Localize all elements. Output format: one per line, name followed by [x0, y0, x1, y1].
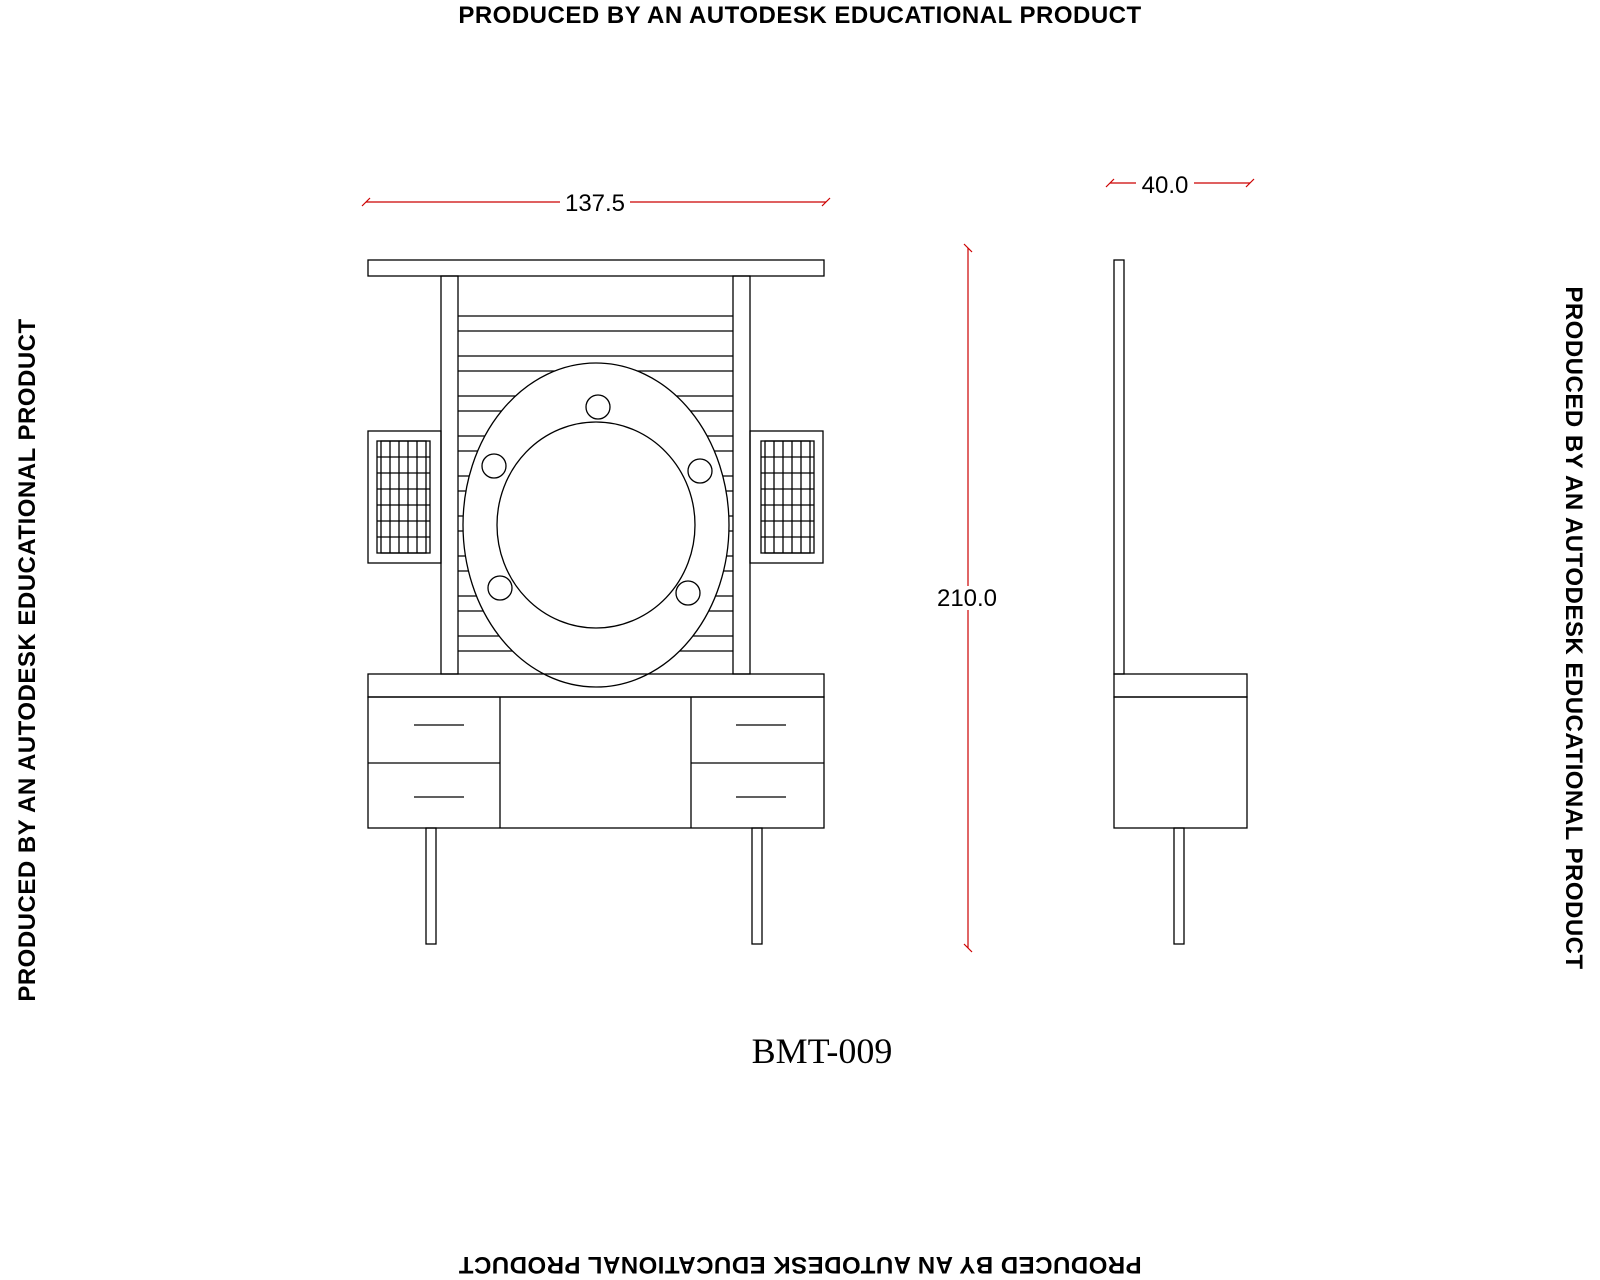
right-grille [761, 441, 814, 553]
depth-dimension [1106, 171, 1254, 199]
side-table-top [1114, 674, 1247, 697]
watermark-right: PRODUCED BY AN AUTODESK EDUCATIONAL PRODUCT [1560, 286, 1587, 970]
top-shelf [368, 260, 824, 276]
front-left-leg [426, 828, 436, 944]
width-dimension-label: 137.5 [564, 190, 626, 217]
watermark-bottom: PRODUCED BY AN AUTODESK EDUCATIONAL PRODUCT [458, 1251, 1142, 1278]
left-grille [377, 441, 430, 553]
side-back-panel [1114, 260, 1124, 674]
right-post [733, 276, 750, 674]
watermark-left: PRODUCED BY AN AUTODESK EDUCATIONAL PRODUCT [14, 318, 41, 1002]
depth-dimension-label: 40.0 [1141, 172, 1189, 199]
front-view [368, 260, 824, 944]
side-leg [1174, 828, 1184, 944]
height-dimension-label: 210.0 [936, 585, 998, 612]
mirror-lamp [586, 395, 610, 419]
mirror-lamp [488, 576, 512, 600]
width-dimension [362, 190, 830, 217]
front-right-leg [752, 828, 762, 944]
side-table-body [1114, 697, 1247, 828]
side-view [1114, 260, 1247, 944]
mirror-lamp [688, 459, 712, 483]
mirror-lamp [482, 454, 506, 478]
watermark-top: PRODUCED BY AN AUTODESK EDUCATIONAL PRODUCT [458, 2, 1142, 29]
left-post [441, 276, 458, 674]
mirror-lamp [676, 581, 700, 605]
drawing-code: BMT-009 [751, 1031, 893, 1071]
height-dimension [934, 244, 1002, 952]
